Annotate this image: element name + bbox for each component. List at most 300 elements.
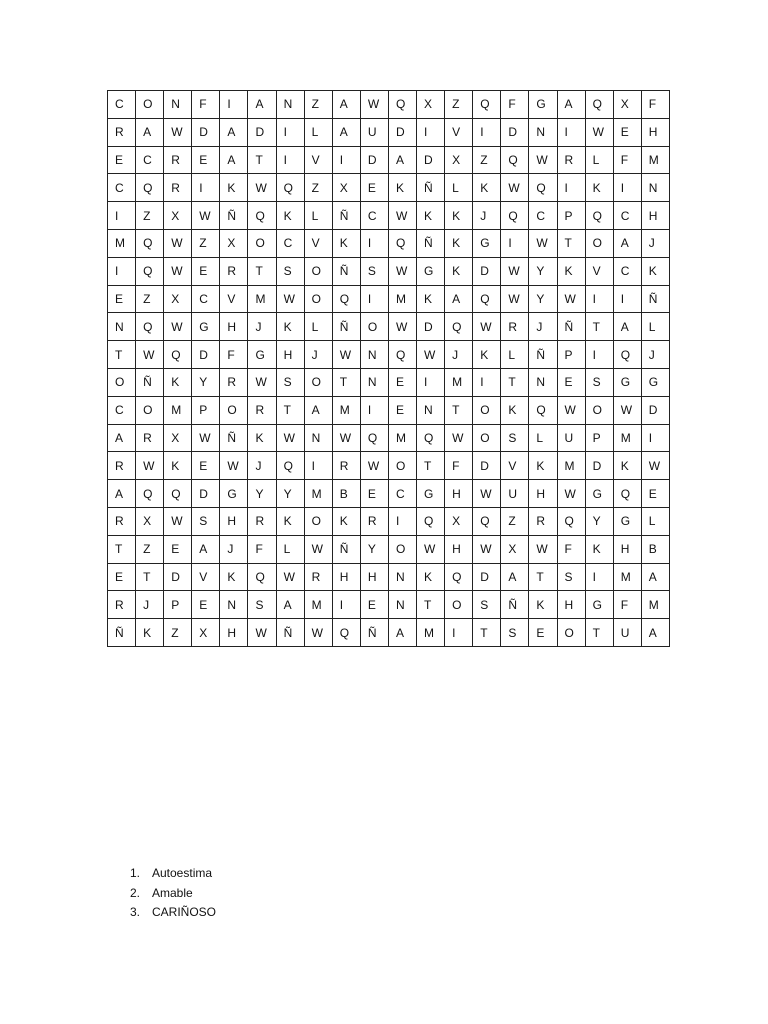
grid-cell: I bbox=[585, 341, 613, 369]
grid-cell: W bbox=[248, 174, 276, 202]
grid-cell: F bbox=[248, 535, 276, 563]
grid-cell: M bbox=[108, 229, 136, 257]
grid-cell: R bbox=[220, 257, 248, 285]
grid-cell: K bbox=[473, 341, 501, 369]
grid-cell: S bbox=[473, 591, 501, 619]
grid-cell: D bbox=[473, 257, 501, 285]
grid-cell: Ñ bbox=[220, 424, 248, 452]
grid-cell: T bbox=[108, 535, 136, 563]
grid-cell: R bbox=[557, 146, 585, 174]
grid-cell: H bbox=[360, 563, 388, 591]
grid-cell: S bbox=[501, 619, 529, 647]
grid-cell: O bbox=[136, 91, 164, 119]
grid-cell: V bbox=[304, 229, 332, 257]
grid-cell: D bbox=[164, 563, 192, 591]
grid-cell: O bbox=[557, 619, 585, 647]
grid-cell: L bbox=[641, 507, 669, 535]
grid-cell: D bbox=[641, 396, 669, 424]
grid-cell: J bbox=[248, 452, 276, 480]
grid-cell: Ñ bbox=[557, 313, 585, 341]
grid-cell: F bbox=[192, 91, 220, 119]
grid-cell: A bbox=[108, 424, 136, 452]
grid-cell: H bbox=[641, 202, 669, 230]
grid-cell: K bbox=[641, 257, 669, 285]
grid-cell: W bbox=[417, 341, 445, 369]
grid-cell: C bbox=[108, 91, 136, 119]
grid-cell: R bbox=[108, 507, 136, 535]
grid-cell: M bbox=[613, 563, 641, 591]
grid-cell: W bbox=[529, 535, 557, 563]
grid-cell: A bbox=[641, 563, 669, 591]
grid-cell: W bbox=[220, 452, 248, 480]
grid-cell: T bbox=[276, 396, 304, 424]
grid-cell: X bbox=[417, 91, 445, 119]
grid-cell: H bbox=[641, 118, 669, 146]
grid-cell: Ñ bbox=[332, 257, 360, 285]
grid-cell: E bbox=[641, 480, 669, 508]
grid-cell: Y bbox=[192, 368, 220, 396]
grid-cell: K bbox=[220, 563, 248, 591]
grid-cell: X bbox=[220, 229, 248, 257]
grid-cell: W bbox=[164, 257, 192, 285]
grid-cell: K bbox=[220, 174, 248, 202]
grid-cell: O bbox=[220, 396, 248, 424]
grid-cell: E bbox=[108, 285, 136, 313]
grid-row bbox=[108, 174, 670, 202]
grid-cell: T bbox=[585, 313, 613, 341]
grid-cell: M bbox=[248, 285, 276, 313]
grid-cell: Q bbox=[473, 91, 501, 119]
grid-cell: Q bbox=[473, 507, 501, 535]
grid-cell: C bbox=[613, 257, 641, 285]
grid-cell: I bbox=[585, 285, 613, 313]
grid-cell: L bbox=[445, 174, 473, 202]
grid-cell: Q bbox=[248, 563, 276, 591]
grid-cell: J bbox=[641, 341, 669, 369]
grid-cell: I bbox=[501, 229, 529, 257]
grid-row bbox=[108, 619, 670, 647]
grid-cell: R bbox=[108, 118, 136, 146]
grid-cell: A bbox=[276, 591, 304, 619]
grid-cell: A bbox=[332, 118, 360, 146]
grid-row bbox=[108, 591, 670, 619]
grid-cell: F bbox=[220, 341, 248, 369]
grid-row bbox=[108, 202, 670, 230]
word-number: 2. bbox=[130, 885, 141, 900]
grid-cell: X bbox=[613, 91, 641, 119]
grid-cell: M bbox=[417, 619, 445, 647]
grid-cell: R bbox=[108, 452, 136, 480]
word-list bbox=[130, 864, 216, 923]
grid-cell: Z bbox=[304, 91, 332, 119]
grid-cell: W bbox=[164, 118, 192, 146]
grid-cell: H bbox=[613, 535, 641, 563]
grid-cell: W bbox=[332, 341, 360, 369]
grid-row bbox=[108, 91, 670, 119]
grid-cell: V bbox=[445, 118, 473, 146]
grid-cell: X bbox=[445, 507, 473, 535]
grid-row bbox=[108, 313, 670, 341]
grid-cell: T bbox=[473, 619, 501, 647]
grid-cell: S bbox=[360, 257, 388, 285]
word-number: 1. bbox=[130, 866, 141, 880]
grid-cell: E bbox=[360, 480, 388, 508]
grid-cell: G bbox=[613, 507, 641, 535]
grid-cell: I bbox=[276, 146, 304, 174]
grid-cell: E bbox=[613, 118, 641, 146]
grid-cell: Ñ bbox=[220, 202, 248, 230]
grid-cell: Q bbox=[164, 341, 192, 369]
grid-cell: K bbox=[585, 174, 613, 202]
grid-cell: K bbox=[473, 174, 501, 202]
grid-cell: R bbox=[164, 146, 192, 174]
grid-cell: U bbox=[501, 480, 529, 508]
grid-cell: N bbox=[360, 341, 388, 369]
grid-cell: D bbox=[585, 452, 613, 480]
grid-cell: O bbox=[360, 313, 388, 341]
grid-cell: W bbox=[388, 257, 416, 285]
word-list-item bbox=[130, 864, 216, 884]
grid-cell: W bbox=[388, 313, 416, 341]
grid-cell: W bbox=[529, 146, 557, 174]
grid-cell: T bbox=[557, 229, 585, 257]
grid-row bbox=[108, 341, 670, 369]
grid-cell: Ñ bbox=[417, 229, 445, 257]
grid-cell: D bbox=[501, 118, 529, 146]
grid-cell: U bbox=[557, 424, 585, 452]
grid-cell: W bbox=[304, 535, 332, 563]
grid-cell: K bbox=[388, 174, 416, 202]
grid-cell: W bbox=[164, 507, 192, 535]
grid-cell: P bbox=[164, 591, 192, 619]
grid-cell: L bbox=[304, 202, 332, 230]
grid-cell: Z bbox=[136, 285, 164, 313]
word-label: Autoestima bbox=[152, 866, 213, 880]
grid-cell: J bbox=[473, 202, 501, 230]
grid-cell: B bbox=[332, 480, 360, 508]
grid-cell: G bbox=[248, 341, 276, 369]
grid-cell: N bbox=[529, 368, 557, 396]
grid-cell: T bbox=[332, 368, 360, 396]
grid-cell: I bbox=[557, 174, 585, 202]
grid-cell: I bbox=[332, 591, 360, 619]
grid-cell: Q bbox=[529, 396, 557, 424]
grid-cell: H bbox=[220, 619, 248, 647]
word-label: CARIÑOSO bbox=[152, 905, 217, 919]
grid-cell: X bbox=[164, 202, 192, 230]
grid-cell: W bbox=[641, 452, 669, 480]
grid-cell: W bbox=[473, 313, 501, 341]
grid-cell: W bbox=[388, 202, 416, 230]
grid-cell: W bbox=[192, 424, 220, 452]
grid-cell: F bbox=[557, 535, 585, 563]
grid-cell: K bbox=[417, 285, 445, 313]
grid-row bbox=[108, 368, 670, 396]
grid-cell: E bbox=[360, 591, 388, 619]
grid-cell: Z bbox=[304, 174, 332, 202]
grid-cell: W bbox=[529, 229, 557, 257]
word-search-grid bbox=[107, 90, 670, 647]
grid-cell: Z bbox=[192, 229, 220, 257]
grid-cell: Ñ bbox=[360, 619, 388, 647]
grid-cell: J bbox=[220, 535, 248, 563]
grid-cell: H bbox=[445, 480, 473, 508]
grid-cell: L bbox=[501, 341, 529, 369]
grid-cell: D bbox=[192, 341, 220, 369]
grid-cell: G bbox=[641, 368, 669, 396]
grid-cell: A bbox=[388, 146, 416, 174]
grid-cell: W bbox=[276, 424, 304, 452]
grid-cell: O bbox=[136, 396, 164, 424]
grid-cell: N bbox=[164, 91, 192, 119]
grid-cell: J bbox=[304, 341, 332, 369]
grid-cell: I bbox=[360, 396, 388, 424]
grid-cell: E bbox=[192, 257, 220, 285]
grid-cell: Q bbox=[529, 174, 557, 202]
word-list-item bbox=[130, 884, 216, 904]
grid-cell: V bbox=[501, 452, 529, 480]
grid-cell: R bbox=[248, 507, 276, 535]
grid-cell: N bbox=[360, 368, 388, 396]
grid-cell: N bbox=[304, 424, 332, 452]
grid-cell: M bbox=[304, 480, 332, 508]
grid-cell: T bbox=[529, 563, 557, 591]
grid-cell: D bbox=[248, 118, 276, 146]
grid-cell: T bbox=[417, 452, 445, 480]
grid-cell: F bbox=[445, 452, 473, 480]
grid-cell: K bbox=[445, 257, 473, 285]
grid-cell: K bbox=[136, 619, 164, 647]
grid-cell: T bbox=[585, 619, 613, 647]
grid-cell: O bbox=[585, 396, 613, 424]
grid-row bbox=[108, 396, 670, 424]
grid-cell: W bbox=[360, 91, 388, 119]
grid-cell: H bbox=[276, 341, 304, 369]
grid-cell: Q bbox=[417, 507, 445, 535]
grid-cell: W bbox=[585, 118, 613, 146]
grid-cell: I bbox=[557, 118, 585, 146]
grid-row bbox=[108, 563, 670, 591]
grid-cell: W bbox=[445, 424, 473, 452]
grid-cell: A bbox=[248, 91, 276, 119]
grid-cell: M bbox=[641, 146, 669, 174]
grid-cell: W bbox=[613, 396, 641, 424]
word-search-grid-body bbox=[108, 91, 670, 647]
grid-row bbox=[108, 146, 670, 174]
grid-cell: Q bbox=[388, 91, 416, 119]
grid-cell: W bbox=[248, 619, 276, 647]
grid-cell: G bbox=[585, 480, 613, 508]
grid-cell: W bbox=[276, 285, 304, 313]
grid-cell: N bbox=[276, 91, 304, 119]
grid-cell: N bbox=[108, 313, 136, 341]
grid-cell: J bbox=[529, 313, 557, 341]
grid-cell: I bbox=[304, 452, 332, 480]
grid-cell: S bbox=[276, 257, 304, 285]
grid-cell: W bbox=[136, 452, 164, 480]
grid-cell: T bbox=[445, 396, 473, 424]
grid-cell: L bbox=[529, 424, 557, 452]
grid-cell: K bbox=[332, 507, 360, 535]
grid-cell: G bbox=[417, 257, 445, 285]
grid-cell: I bbox=[585, 563, 613, 591]
grid-cell: A bbox=[641, 619, 669, 647]
grid-cell: E bbox=[388, 396, 416, 424]
grid-row bbox=[108, 535, 670, 563]
grid-cell: C bbox=[388, 480, 416, 508]
grid-cell: Q bbox=[248, 202, 276, 230]
grid-cell: D bbox=[417, 146, 445, 174]
grid-cell: X bbox=[192, 619, 220, 647]
grid-cell: S bbox=[501, 424, 529, 452]
grid-cell: W bbox=[473, 535, 501, 563]
grid-cell: I bbox=[473, 118, 501, 146]
grid-cell: M bbox=[641, 591, 669, 619]
grid-cell: I bbox=[108, 202, 136, 230]
grid-cell: W bbox=[164, 313, 192, 341]
grid-cell: C bbox=[192, 285, 220, 313]
grid-cell: O bbox=[388, 452, 416, 480]
grid-cell: I bbox=[220, 91, 248, 119]
grid-cell: N bbox=[417, 396, 445, 424]
grid-cell: R bbox=[164, 174, 192, 202]
grid-cell: K bbox=[501, 396, 529, 424]
grid-cell: E bbox=[360, 174, 388, 202]
grid-cell: N bbox=[220, 591, 248, 619]
grid-cell: S bbox=[248, 591, 276, 619]
grid-cell: Ñ bbox=[108, 619, 136, 647]
grid-row bbox=[108, 480, 670, 508]
grid-cell: Q bbox=[332, 619, 360, 647]
grid-cell: Ñ bbox=[332, 202, 360, 230]
grid-cell: Q bbox=[276, 174, 304, 202]
grid-cell: N bbox=[641, 174, 669, 202]
grid-cell: Q bbox=[613, 341, 641, 369]
grid-cell: O bbox=[304, 285, 332, 313]
grid-cell: D bbox=[417, 313, 445, 341]
grid-cell: C bbox=[529, 202, 557, 230]
grid-cell: Ñ bbox=[417, 174, 445, 202]
grid-cell: V bbox=[220, 285, 248, 313]
grid-cell: O bbox=[304, 368, 332, 396]
grid-cell: F bbox=[613, 146, 641, 174]
grid-cell: E bbox=[192, 452, 220, 480]
grid-cell: E bbox=[108, 563, 136, 591]
grid-cell: A bbox=[445, 285, 473, 313]
grid-cell: V bbox=[192, 563, 220, 591]
grid-cell: Y bbox=[585, 507, 613, 535]
grid-cell: I bbox=[108, 257, 136, 285]
grid-row bbox=[108, 424, 670, 452]
grid-cell: K bbox=[529, 452, 557, 480]
grid-cell: Ñ bbox=[641, 285, 669, 313]
grid-cell: K bbox=[445, 202, 473, 230]
grid-cell: O bbox=[248, 229, 276, 257]
grid-cell: G bbox=[192, 313, 220, 341]
grid-cell: K bbox=[248, 424, 276, 452]
grid-cell: C bbox=[360, 202, 388, 230]
grid-cell: J bbox=[641, 229, 669, 257]
grid-cell: R bbox=[304, 563, 332, 591]
grid-cell: W bbox=[304, 619, 332, 647]
grid-cell: K bbox=[164, 368, 192, 396]
grid-cell: L bbox=[304, 118, 332, 146]
grid-cell: I bbox=[445, 619, 473, 647]
grid-cell: K bbox=[417, 563, 445, 591]
grid-cell: R bbox=[360, 507, 388, 535]
grid-cell: C bbox=[136, 146, 164, 174]
grid-cell: G bbox=[529, 91, 557, 119]
grid-cell: B bbox=[641, 535, 669, 563]
grid-cell: C bbox=[108, 396, 136, 424]
grid-cell: A bbox=[220, 118, 248, 146]
grid-cell: Q bbox=[473, 285, 501, 313]
grid-cell: A bbox=[304, 396, 332, 424]
grid-cell: Y bbox=[529, 257, 557, 285]
grid-cell: Ñ bbox=[332, 535, 360, 563]
grid-cell: I bbox=[613, 285, 641, 313]
grid-cell: C bbox=[613, 202, 641, 230]
grid-cell: O bbox=[445, 591, 473, 619]
grid-cell: P bbox=[557, 202, 585, 230]
grid-cell: U bbox=[360, 118, 388, 146]
grid-cell: K bbox=[445, 229, 473, 257]
grid-cell: Q bbox=[136, 229, 164, 257]
grid-cell: Z bbox=[501, 507, 529, 535]
grid-cell: Q bbox=[557, 507, 585, 535]
grid-cell: W bbox=[136, 341, 164, 369]
grid-cell: M bbox=[613, 424, 641, 452]
grid-cell: S bbox=[585, 368, 613, 396]
grid-cell: W bbox=[360, 452, 388, 480]
grid-row bbox=[108, 452, 670, 480]
grid-cell: K bbox=[417, 202, 445, 230]
grid-cell: Z bbox=[136, 535, 164, 563]
grid-cell: L bbox=[276, 535, 304, 563]
grid-cell: I bbox=[473, 368, 501, 396]
grid-cell: K bbox=[585, 535, 613, 563]
grid-cell: M bbox=[388, 285, 416, 313]
grid-cell: M bbox=[557, 452, 585, 480]
grid-cell: L bbox=[641, 313, 669, 341]
grid-cell: G bbox=[220, 480, 248, 508]
grid-cell: T bbox=[136, 563, 164, 591]
grid-cell: A bbox=[613, 229, 641, 257]
grid-cell: W bbox=[557, 396, 585, 424]
grid-cell: K bbox=[276, 202, 304, 230]
grid-cell: Ñ bbox=[529, 341, 557, 369]
grid-cell: Q bbox=[445, 563, 473, 591]
grid-cell: M bbox=[388, 424, 416, 452]
grid-cell: A bbox=[108, 480, 136, 508]
grid-cell: R bbox=[248, 396, 276, 424]
grid-cell: W bbox=[417, 535, 445, 563]
grid-cell: K bbox=[276, 507, 304, 535]
grid-cell: T bbox=[248, 146, 276, 174]
grid-cell: A bbox=[136, 118, 164, 146]
grid-cell: Q bbox=[136, 174, 164, 202]
grid-cell: L bbox=[585, 146, 613, 174]
grid-cell: X bbox=[332, 174, 360, 202]
grid-cell: U bbox=[613, 619, 641, 647]
grid-cell: E bbox=[108, 146, 136, 174]
grid-cell: Q bbox=[388, 341, 416, 369]
grid-cell: Q bbox=[501, 202, 529, 230]
grid-cell: X bbox=[164, 424, 192, 452]
grid-cell: O bbox=[304, 507, 332, 535]
grid-cell: K bbox=[529, 591, 557, 619]
grid-cell: A bbox=[332, 91, 360, 119]
